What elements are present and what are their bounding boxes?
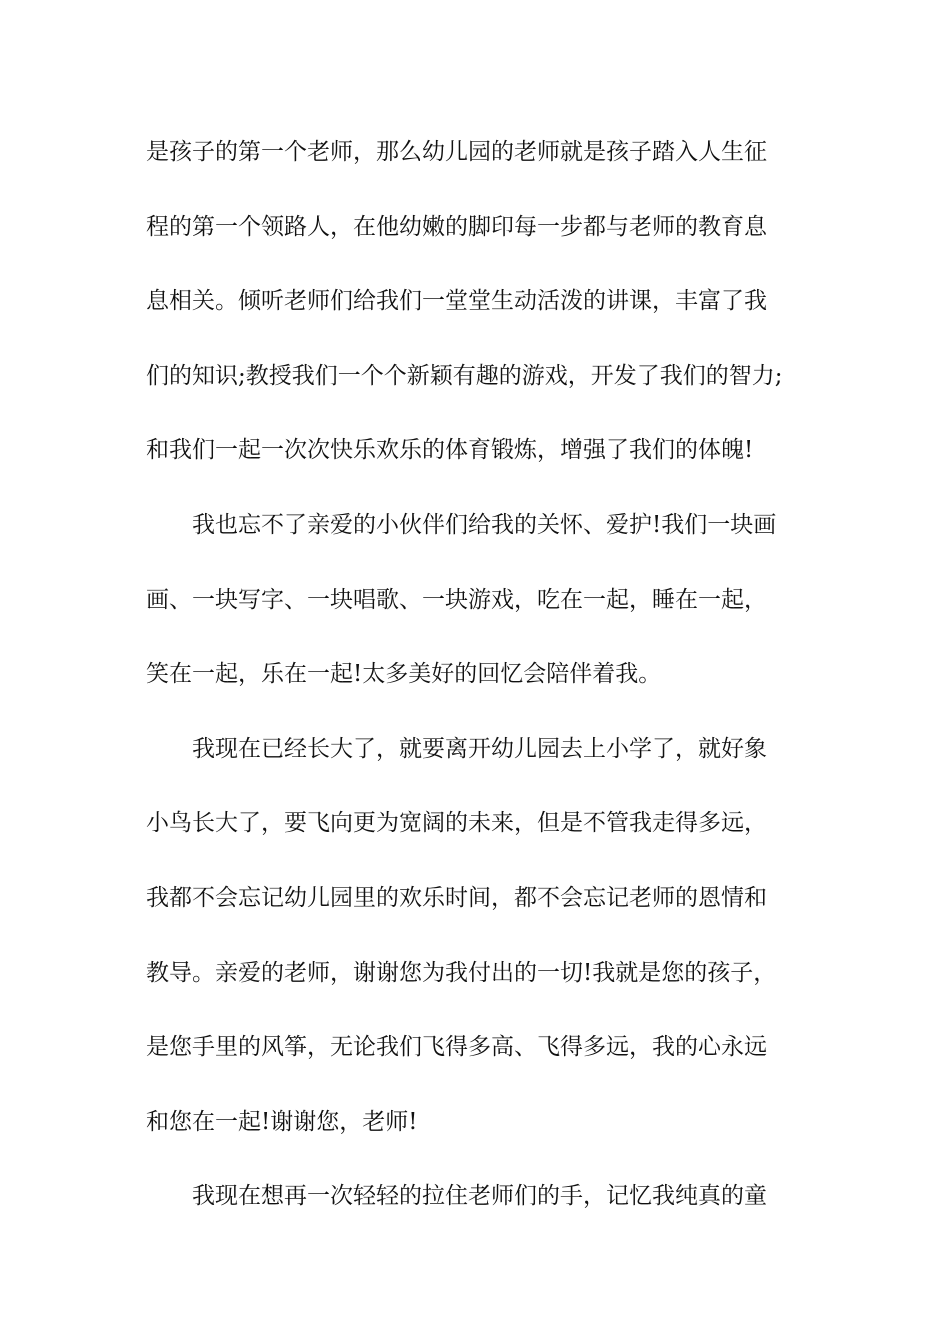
text-line: 和我们一起一次次快乐欢乐的体育锻炼，增强了我们的体魄! (146, 437, 754, 464)
text-line: 们的知识;教授我们一个个新颖有趣的游戏，开发了我们的智力; (146, 362, 783, 389)
text-line: 小鸟长大了，要飞向更为宽阔的未来，但是不管我走得多远， (146, 810, 767, 837)
text-line: 是孩子的第一个老师，那么幼儿园的老师就是孩子踏入人生征 (146, 139, 767, 165)
body-text (146, 133, 826, 1252)
text-line: 和您在一起!谢谢您，老师! (146, 1108, 418, 1135)
text-line: 程的第一个领路人，在他幼嫩的脚印每一步都与老师的教育息 (146, 213, 767, 240)
text-line: 我都不会忘记幼儿园里的欢乐时间，都不会忘记老师的恩情和 (146, 884, 767, 911)
text-line: 是您手里的风筝，无论我们飞得多高、飞得多远，我的心永远 (146, 1034, 767, 1061)
text-line: 我现在已经长大了，就要离开幼儿园去上小学了，就好象 (146, 735, 767, 762)
text-line: 笑在一起，乐在一起!太多美好的回忆会陪伴着我。 (146, 661, 662, 688)
text-line: 我现在想再一次轻轻的拉住老师们的手，记忆我纯真的童 (146, 1183, 767, 1210)
text-line: 我也忘不了亲爱的小伙伴们给我的关怀、爱护!我们一块画 (146, 511, 777, 538)
text-line: 画、一块写字、一块唱歌、一块游戏，吃在一起，睡在一起， (146, 586, 767, 613)
text-line: 教导。亲爱的老师，谢谢您为我付出的一切!我就是您的孩子， (146, 959, 777, 986)
text-line: 息相关。倾听老师们给我们一堂堂生动活泼的讲课，丰富了我 (146, 288, 767, 315)
